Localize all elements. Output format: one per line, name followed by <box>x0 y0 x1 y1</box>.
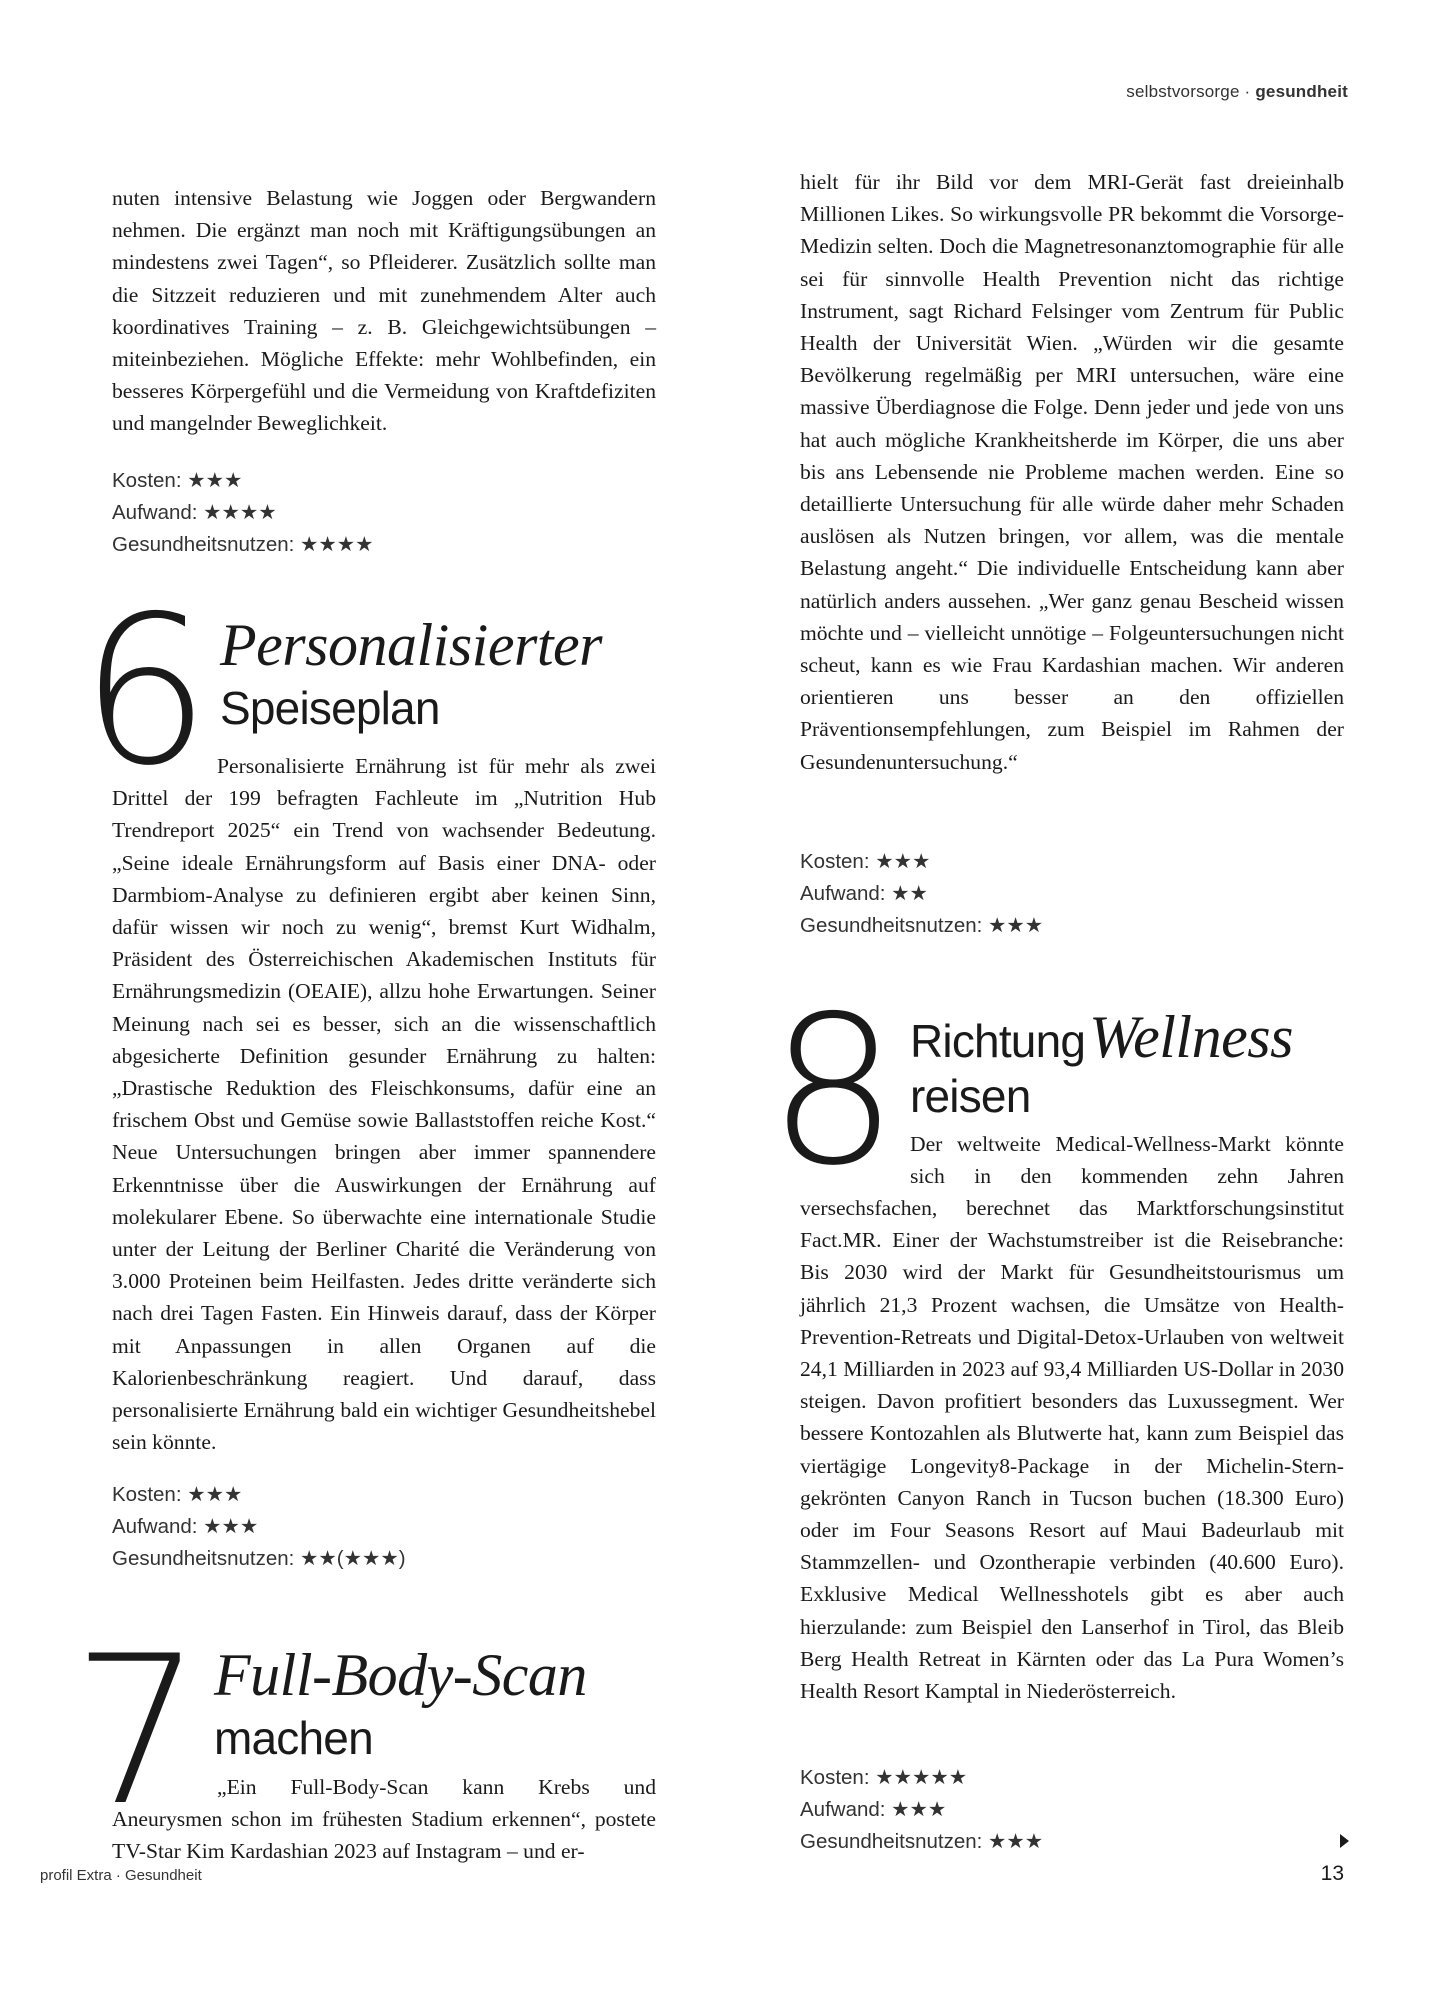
ratings-section-5 <box>112 465 374 562</box>
rating-gesundheitsnutzen: Gesundheitsnutzen: ★★★★ <box>112 533 374 557</box>
rating-gesundheitsnutzen: Gesundheitsnutzen: ★★(★★★) <box>112 1547 406 1571</box>
rating-kosten: Kosten: ★★★ <box>112 1483 243 1506</box>
header-section: selbstvorsorge <box>1126 82 1240 101</box>
header-separator: · <box>1239 82 1256 101</box>
section-number-6: 6 <box>80 573 211 811</box>
section-8-title-serif: Wellness <box>1089 1004 1293 1070</box>
section-6-paragraph <box>112 750 656 1458</box>
section-8-title-sans-1: Richtung <box>910 1015 1086 1067</box>
section-header <box>1126 82 1348 102</box>
intro-paragraph <box>112 182 656 440</box>
section-6-title-serif: Personalisierter <box>220 612 602 678</box>
rating-gesundheitsnutzen: Gesundheitsnutzen: ★★★ <box>800 1830 1044 1854</box>
rating-kosten: Kosten: ★★★★★ <box>800 1766 968 1789</box>
section-7-title-serif: Full-Body-Scan <box>214 1642 587 1708</box>
rating-aufwand: Aufwand: ★★★ <box>112 1515 259 1539</box>
section-7-continued-text: hielt für ihr Bild vor dem MRI-Gerät fast dreieinhalb Millionen Likes. So wirkungsvolle PR bekommt die Vorsorge-Medizin selten. Doch die Magnetresonanztomographie für alle sei für sinnvolle Health Prevention nicht das richtige Instrument, sagt Richard Felsinger vom Zentrum für Public Health der Universität Wien. „Würden wir die gesamte Bevölkerung regelmäßig per MRI untersuchen, wäre eine massive Überdiagnose die Folge. Denn jeder und jede von uns hat auch mögliche Krankheitsherde im Körper, die uns aber bis ans Lebensende nie Probleme machen werden. Eine so detaillierte Untersuchung für alle würde daher mehr Schaden auslösen als Nutzen bringen, vor allem, was die mentale Belastung angeht.“ Die individuelle Entscheidung kann aber natürlich anders aussehen. „Wer ganz genau Bescheid wissen möchte und – vielleicht unnötige – Folgeuntersuchungen nicht scheut, kann es wie Frau Kardashian machen. Wir anderen orientieren uns besser an den offiziellen Präventionsempfehlungen, zum Beispiel im Rahmen der Gesundenuntersuchung.“ <box>800 170 1344 774</box>
section-7-text: „Ein Full-Body-Scan kann Krebs und Aneurysmen schon im frühesten Stadium erkennen“, postete TV-Star Kim Kardashian 2023 auf Instagram – und er- <box>112 1775 656 1864</box>
section-8-lead <box>910 1128 1344 1192</box>
section-7-title-sans: machen <box>214 1712 373 1764</box>
ratings-section-6 <box>112 1479 406 1576</box>
section-8-title-line-1 <box>910 1006 1293 1069</box>
section-7-continued-paragraph <box>800 166 1344 778</box>
section-6-text: Personalisierte Ernährung ist für mehr als zwei Drittel der 199 befragten Fachleute im „Nutrition Hub Trendreport 2025“ ein Trend von wachsender Bedeutung. „Seine ideale Ernährungsform auf Basis einer DNA- oder Darmbiom-Analyse zu definieren ergibt aber keinen Sinn, dafür wissen wir noch zu wenig“, bremst Kurt Widhalm, Präsident des Österreichischen Akademischen Instituts für Ernährungsmedizin (OEAIE), allzu hohe Erwartungen. Seiner Meinung nach sei es besser, sich an die wissenschaftlich abgesicherte Definition gesunder Ernährung zu halten: „Drastische Reduktion des Fleischkonsums, dafür eine an frischem Obst und Gemüse sowie Ballaststoffen reiche Kost.“ Neue Untersuchungen bringen aber immer spannendere Erkenntnisse über die Auswirkungen der Ernährung auf molekularer Ebene. So überwachte eine internationale Studie unter der Leitung der Berliner Charité die Veränderung von 3.000 Proteinen beim Heilfasten. Jedes dritte veränderte sich nach drei Tagen Fasten. Ein Hinweis darauf, dass der Körper mit Anpassungen in allen Organen auf die Kalorienbeschränkung reagiert. Und darauf, dass personalisierte Ernährung bald ein wichtiger Gesundheitshebel sein könnte. <box>112 754 656 1455</box>
section-8-text: versechsfachen, berechnet das Marktforschungsinstitut Fact.MR. Einer der Wachstumstreiber ist die Reisebranche: Bis 2030 wird der Markt für Gesundheitstourismus um jährlich 21,3 Prozent wachsen, die Umsätze von Health-Prevention-Retreats und Digital-Detox-Urlauben von weltweit 24,1 Milliarden in 2023 auf 93,4 Milliarden US-Dollar in 2030 steigen. Davon profitiert besonders das Luxussegment. Wer bessere Kontozahlen als Blutwerte hat, kann zum Beispiel das viertägige Longevity8-Package in der Michelin-Stern-gekrönten Canyon Ranch in Tucson buchen (18.300 Euro) oder im Four Seasons Resort auf Maui Badeurlaub mit Stammzellen- und Ozontherapie verbinden (40.600 Euro). Exklusive Medical Wellnesshotels gibt es aber auch hierzulande: zum Beispiel den Lanserhof in Tirol, das Bleib Berg Health Retreat in Kärnten oder das La Pura Women’s Health Resort Kamptal in Niederösterreich. <box>800 1196 1344 1704</box>
section-number-7: 7 <box>72 1613 203 1851</box>
rating-aufwand: Aufwand: ★★★★ <box>112 501 277 525</box>
ratings-section-7 <box>800 846 1043 943</box>
rating-gesundheitsnutzen: Gesundheitsnutzen: ★★★ <box>800 914 1044 938</box>
section-8-paragraph <box>800 1192 1344 1707</box>
rating-aufwand: Aufwand: ★★★ <box>800 1798 947 1822</box>
ratings-section-8 <box>800 1762 1043 1859</box>
section-8-lead-text: Der weltweite Medical-Wellness-Markt könnte sich in den kommenden zehn Jahren <box>910 1132 1344 1189</box>
header-topic: gesundheit <box>1255 82 1348 101</box>
intro-text: nuten intensive Belastung wie Joggen oder Bergwandern nehmen. Die ergänzt man noch mit Kräftigungsübungen an mindestens zwei Tagen“, so Pfleiderer. Zusätzlich sollte man die Sitzzeit reduzieren und mit zunehmendem Alter auch koordinatives Training – z. B. Gleichgewichtsübungen – miteinbeziehen. Mögliche Effekte: mehr Wohlbefinden, ein besseres Körpergefühl und die Vermeidung von Kraftdefiziten und mangelnder Beweglichkeit. <box>112 186 656 436</box>
rating-aufwand: Aufwand: ★★ <box>800 882 928 906</box>
rating-kosten: Kosten: ★★★ <box>800 850 931 873</box>
section-7-paragraph <box>112 1771 656 1868</box>
page-number: 13 <box>1320 1862 1344 1885</box>
rating-kosten: Kosten: ★★★ <box>112 469 243 492</box>
footer-publication: profil Extra · Gesundheit <box>40 1867 202 1884</box>
section-8-title-sans-2: reisen <box>910 1070 1031 1122</box>
section-number-8: 8 <box>768 973 899 1211</box>
continue-arrow-icon <box>1340 1834 1349 1848</box>
section-6-title-sans: Speiseplan <box>220 682 440 734</box>
